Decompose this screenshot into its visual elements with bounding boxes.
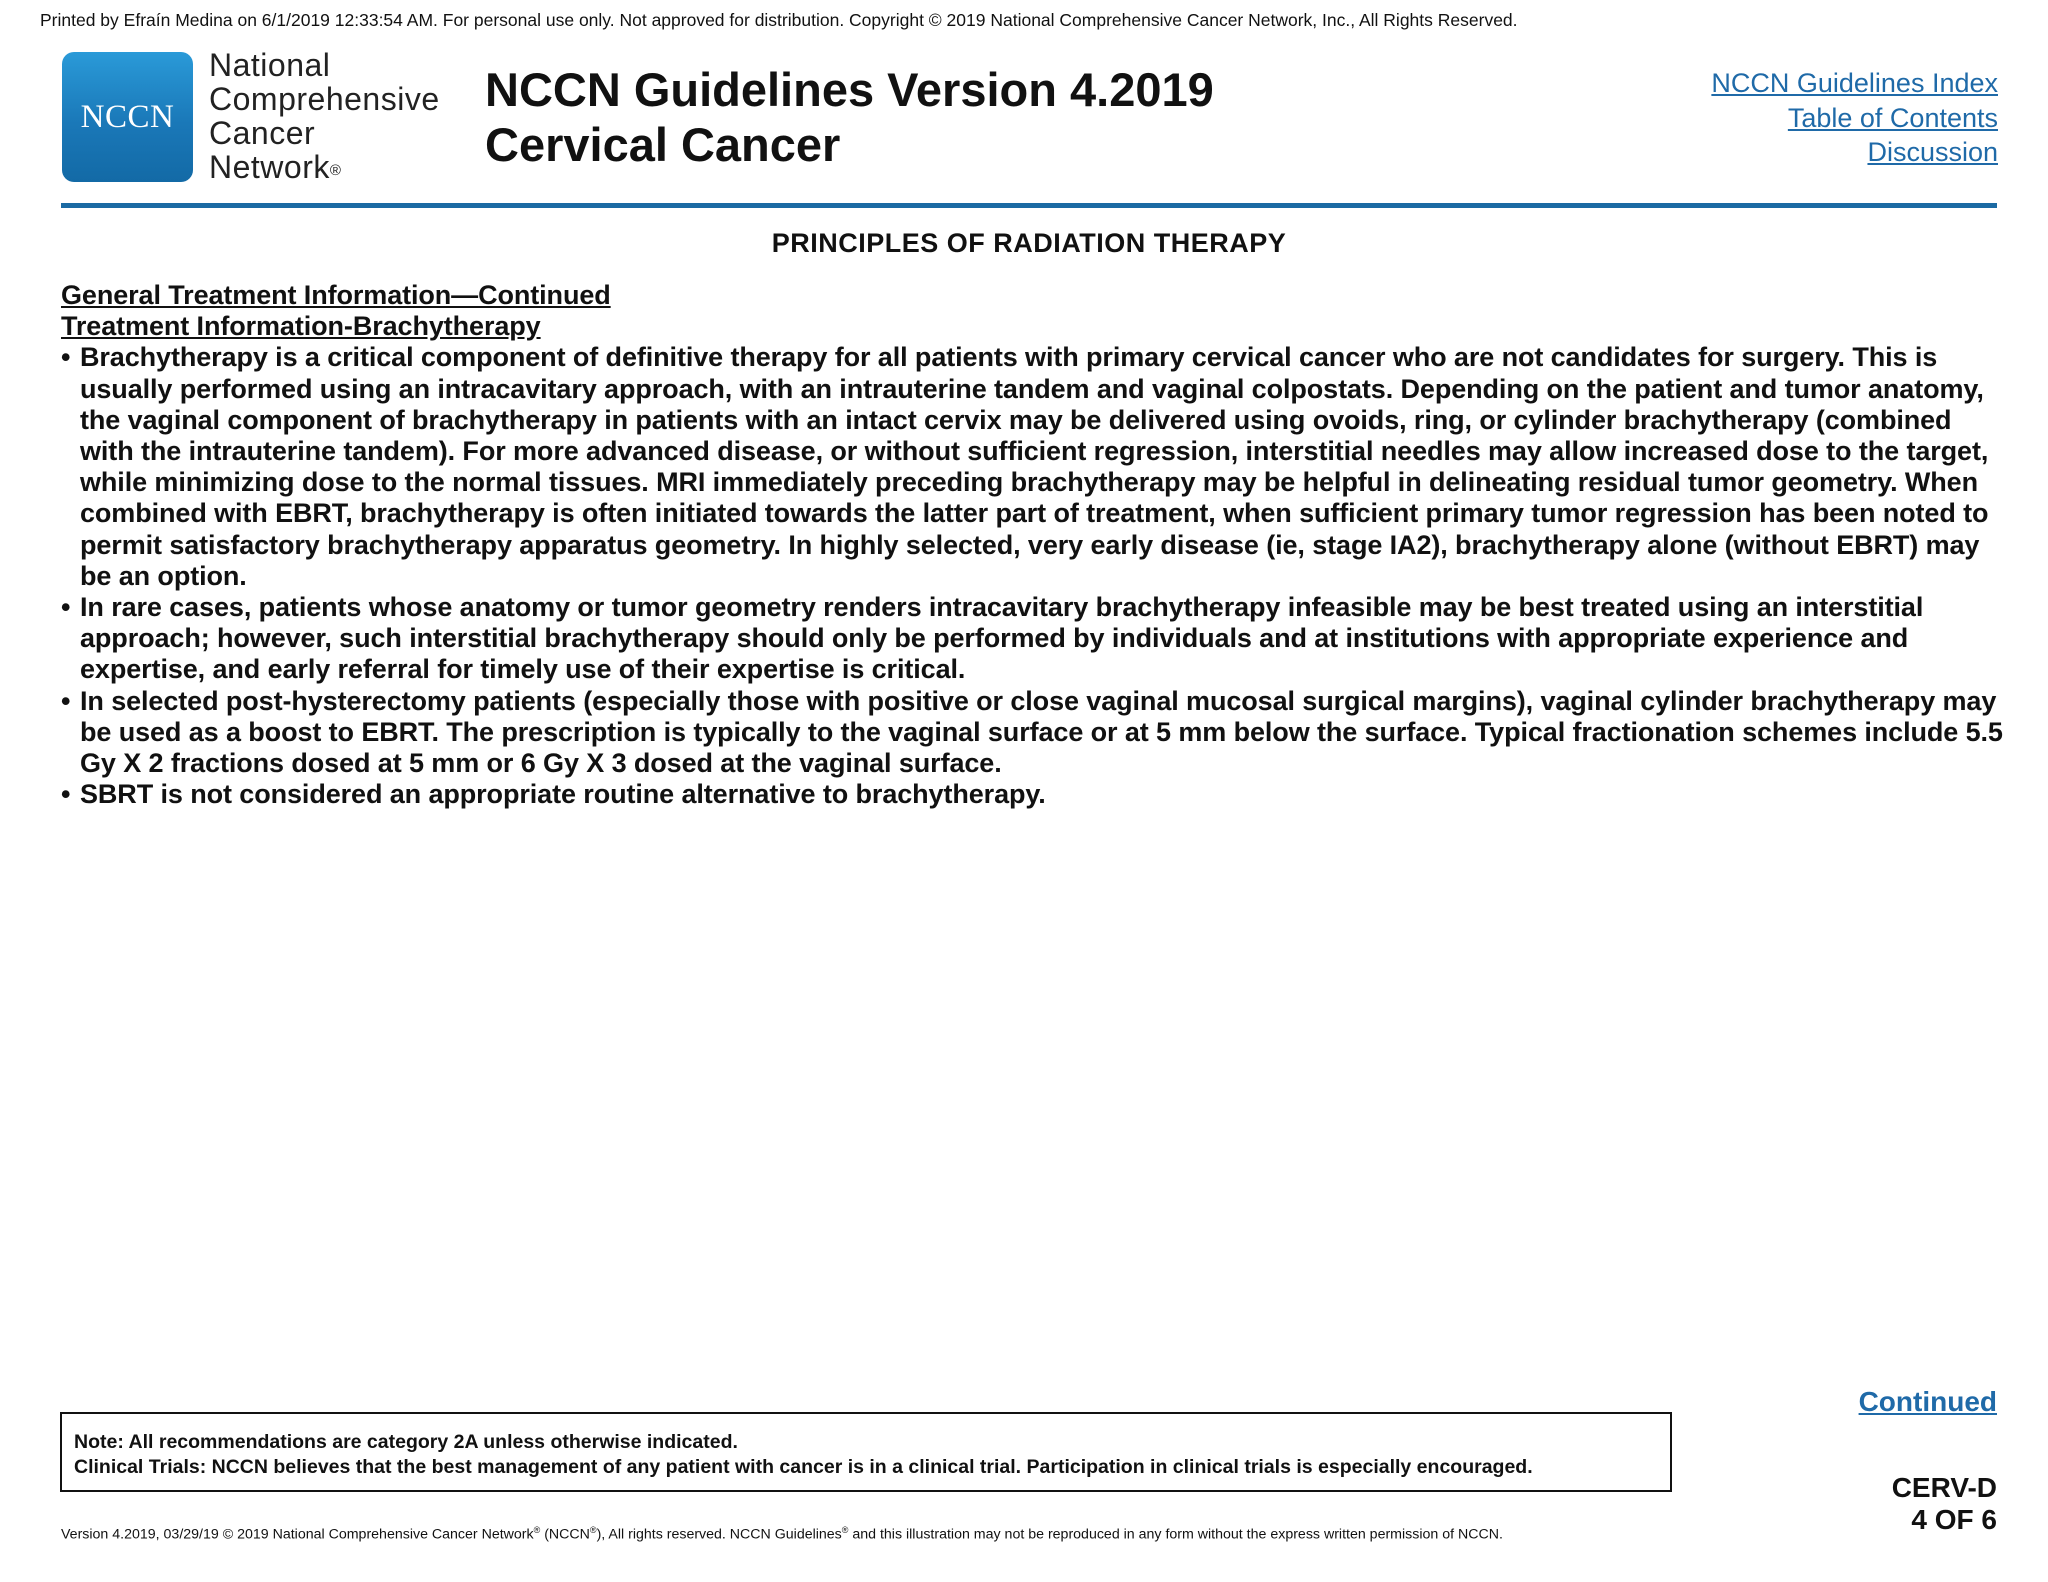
registered-mark: ® [841,1525,849,1535]
category-note: Note: All recommendations are category 2A unless otherwise indicated. [74,1431,738,1453]
registered-mark: ® [329,162,342,179]
list-item [61,779,2003,810]
footer-text: ), All rights reserved. NCCN Guidelines [596,1526,842,1543]
bullet-marker: • [61,779,71,810]
list-item [61,592,2003,686]
page-code: CERV-D [1891,1472,1997,1503]
footer-text: (NCCN [540,1526,590,1543]
organization-name [209,48,440,184]
guideline-version: NCCN Guidelines Version 4.2019 [485,63,1214,116]
page-identifier [1892,1472,1997,1536]
continued-link[interactable]: Continued [1858,1386,1997,1417]
list-item [61,342,2003,592]
footer-copyright [61,1525,1503,1543]
footer-text: and this illustration may not be reproduced in any form without the express written permission of NCCN. [848,1526,1503,1543]
subsection-heading: Treatment Information-Brachytherapy [61,311,541,342]
org-name-line: Comprehensive [209,81,440,117]
footer-text: Version 4.2019, 03/29/19 © 2019 National Comprehensive Cancer Network [61,1526,534,1543]
list-item-text: In selected post-hysterectomy patients (especially those with positive or close vaginal mucosal surgical margins), vaginal cylinder brachytherapy may be used as a boost to EBRT. The prescription is typically to the vaginal surface or at 5 mm below the surface. Typical fractionation schemes include 5.5 Gy X 2 fractions dosed at 5 mm or 6 Gy X 3 dosed at the vaginal surface. [80,685,2003,779]
org-name-line: Cancer [209,115,316,151]
registered-mark: ® [533,1525,541,1535]
print-notice: Printed by Efraín Medina on 6/1/2019 12:33:54 AM. For personal use only. Not approved for distribution. Copyright © 2019 National Comprehensive Cancer Network, Inc., All Rights Reserved. [40,10,1518,30]
bullet-marker: • [61,342,71,373]
nccn-logo [62,52,193,182]
guidelines-index-link[interactable]: NCCN Guidelines Index [1711,68,1998,98]
bullet-list [61,342,2003,810]
org-name-word: Network [209,149,330,185]
header-divider [61,203,1997,208]
bullet-marker: • [61,685,71,716]
section-heading: General Treatment Information—Continued [61,280,611,310]
list-item-text: SBRT is not considered an appropriate routine alternative to brachytherapy. [80,779,1046,810]
note-box [60,1412,1672,1492]
section-title: PRINCIPLES OF RADIATION THERAPY [771,228,1287,258]
list-item-text: Brachytherapy is a critical component of definitive therapy for all patients with primary cervical cancer who are not candidates for surgery. This is usually performed using an intracavitary approach, with an intrauterine tandem and vaginal colpostats. Depending on the patient and tumor anatomy, the vaginal component of brachytherapy in patients with an intact cervix may be delivered using ovoids, ring, or cylinder brachytherapy (combined with the intrauterine tandem). For more advanced disease, or without sufficient regression, interstitial needles may allow increased dose to the target, while minimizing dose to the normal tissues. MRI immediately preceding brachytherapy may be helpful in delineating residual tumor geometry. When combined with EBRT, brachytherapy is often initiated towards the latter part of treatment, when sufficient primary tumor regression has been noted to permit satisfactory brachytherapy apparatus geometry. In highly selected, very early disease (ie, stage IA2), brachytherapy alone (without EBRT) may be an option. [80,342,1989,591]
main-content [61,280,2003,810]
page-number: 4 OF 6 [1911,1504,1997,1535]
table-of-contents-link[interactable]: Table of Contents [1787,102,1998,133]
logo-text: NCCN [80,98,175,135]
header-nav-links [1711,66,1998,170]
list-item [61,686,2003,780]
org-name-line: National [209,47,331,83]
list-item-text: In rare cases, patients whose anatomy or tumor geometry renders intracavitary brachytherapy infeasible may be best treated using an interstitial approach; however, such interstitial brachytherapy should only be performed by individuals and at institutions with appropriate experience and expertise, and early referral for timely use of their expertise is critical. [80,592,1924,685]
bullet-marker: • [61,592,71,623]
org-name-line [209,150,440,184]
registered-mark: ® [589,1525,597,1535]
guideline-topic: Cervical Cancer [485,118,841,171]
discussion-link[interactable]: Discussion [1867,137,1998,167]
guideline-title [485,62,1214,172]
clinical-trials-note: Clinical Trials: NCCN believes that the best management of any patient with cancer is in a clinical trial. Participation in clinical trials is especially encouraged. [74,1456,1533,1478]
